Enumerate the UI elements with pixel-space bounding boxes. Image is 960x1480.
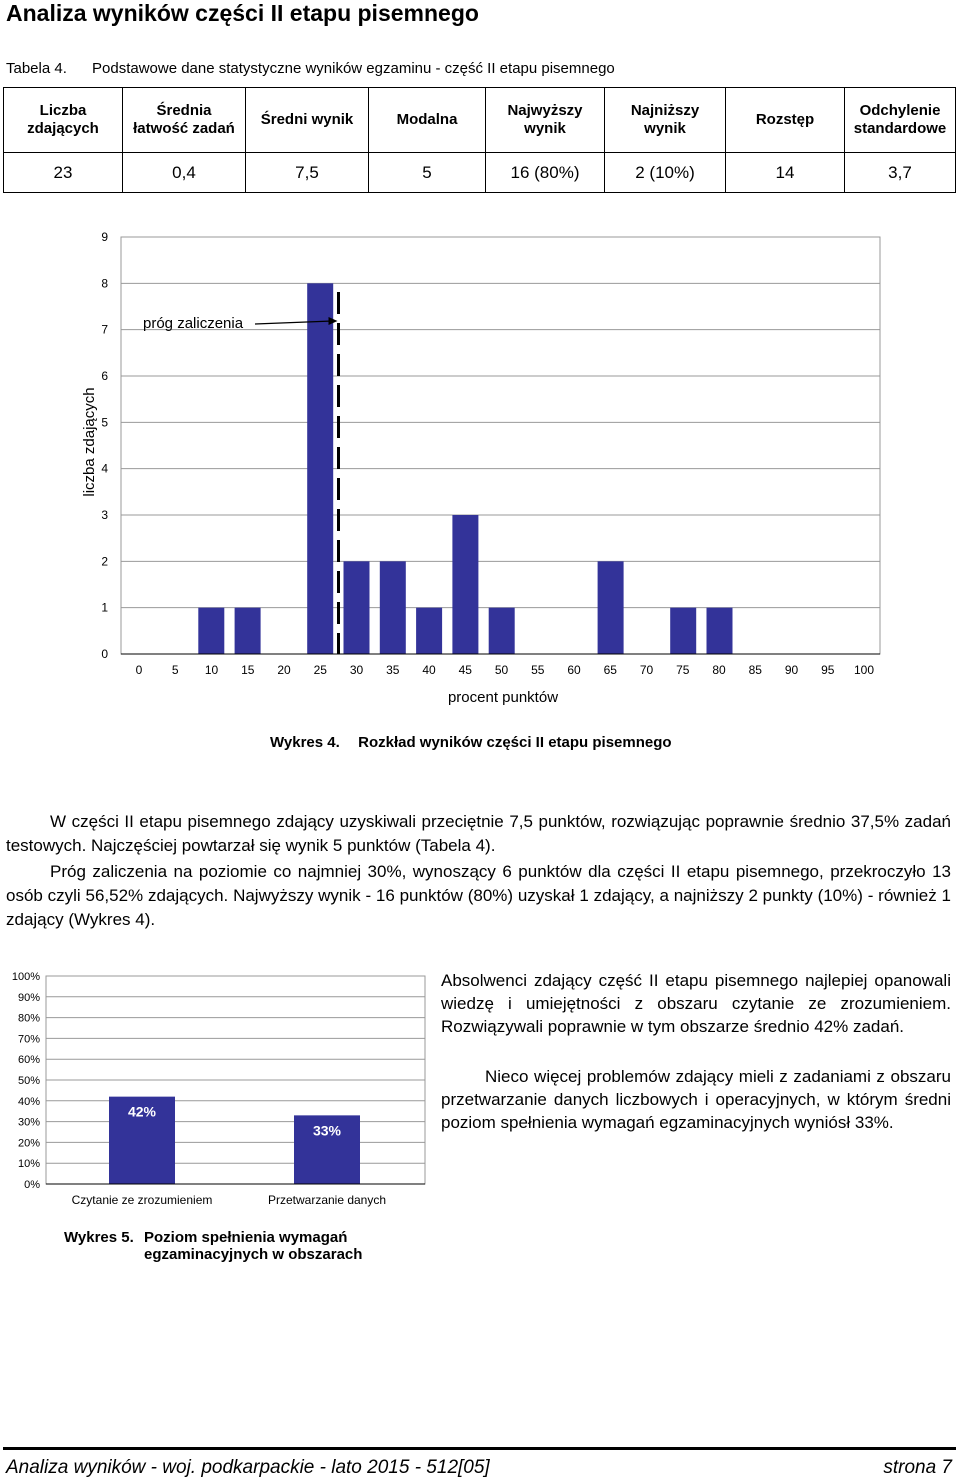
y-tick-label: 3 <box>101 508 108 522</box>
y-tick-label: 90% <box>17 991 40 1004</box>
side-paragraph: Nieco więcej problemów zdający mieli z zadaniami z obszaru przetwarzanie danych liczbowych i operacyjnych, w którym średni poziom spełnienia wymagań egzaminacyjnych wyniósł 33%. <box>441 1067 951 1132</box>
side-paragraph: Absolwenci zdający część II etapu pisemnego najlepiej opanowali wiedzę i umiejętności z obszaru czytanie ze zrozumieniem. Rozwiązywali poprawnie w tym obszarze średnio 42% zadań. <box>441 971 951 1036</box>
x-tick-label: Przetwarzanie danych <box>267 1193 387 1207</box>
y-tick-label: 30% <box>17 1116 40 1129</box>
table-header-cell: Średni wynik <box>246 88 369 153</box>
paragraph: Próg zaliczenia na poziomie co najmniej 30%, wynoszący 6 punktów dla części II etapu pisemnego, przekroczyło 13 osób czyli 56,52% zdających. Najwyższy wynik - 16 punktów (80%) uzyskał 1 zdający, a najniższy 2 punkty (10%) - również 1 zdający (Wykres 4). <box>6 862 951 929</box>
y-tick-label: 9 <box>101 230 108 244</box>
x-tick-label: 55 <box>531 663 545 677</box>
y-tick-label: 0% <box>24 1179 40 1191</box>
table-cell: 5 <box>369 153 486 193</box>
area-bar-chart <box>0 960 430 1210</box>
bar <box>707 608 733 654</box>
x-tick-label: 85 <box>748 663 762 677</box>
y-tick-label: 50% <box>17 1075 40 1087</box>
bar <box>235 608 261 654</box>
y-tick-label: 7 <box>101 322 108 337</box>
table-cell: 7,5 <box>246 153 369 193</box>
x-tick-label: 75 <box>676 663 690 677</box>
y-tick-label: 4 <box>101 461 108 476</box>
x-tick-label: 15 <box>241 663 255 677</box>
data-label: 42% <box>127 1103 157 1120</box>
x-tick-label: 35 <box>386 663 400 677</box>
statistics-table <box>3 87 956 193</box>
table-header-cell: Najwyższy wynik <box>486 88 605 153</box>
bar <box>307 283 333 654</box>
y-axis-title: liczba zdających <box>81 387 98 497</box>
table-cell: 0,4 <box>123 153 246 193</box>
x-tick-label: 80 <box>712 663 726 677</box>
chart-caption-text: Rozkład wyników części II etapu pisemnego <box>358 734 672 751</box>
x-tick-label: 100 <box>853 663 875 677</box>
x-tick-label: 50 <box>494 663 509 677</box>
x-tick-label: 20 <box>277 663 291 677</box>
table-caption: Podstawowe dane statystyczne wyników egzaminu - część II etapu pisemnego <box>92 60 615 77</box>
x-tick-label: 25 <box>313 663 327 677</box>
x-tick-label: 0 <box>135 663 143 677</box>
y-tick-label: 100% <box>11 971 40 983</box>
x-tick-label: 65 <box>603 663 617 677</box>
y-tick-label: 40% <box>17 1095 40 1108</box>
bar <box>344 561 370 654</box>
table-cell: 2 (10%) <box>605 153 726 193</box>
y-tick-label: 20% <box>17 1137 40 1150</box>
threshold-label: próg zaliczenia <box>143 315 244 332</box>
bar <box>380 561 406 654</box>
chart-caption-number: Wykres 4. <box>270 734 340 751</box>
y-tick-label: 6 <box>101 369 108 383</box>
table-cell: 3,7 <box>845 153 956 193</box>
bar <box>452 515 478 654</box>
y-tick-label: 1 <box>101 600 108 615</box>
page-title: Analiza wyników części II etapu pisemnego <box>6 0 479 26</box>
y-tick-label: 2 <box>101 554 108 569</box>
table-caption-number: Tabela 4. <box>6 60 67 77</box>
bar <box>598 561 624 654</box>
bar <box>416 608 442 654</box>
y-tick-label: 70% <box>17 1033 40 1046</box>
paragraph: W części II etapu pisemnego zdający uzyskiwali przeciętnie 7,5 punktów, rozwiązując poprawnie średnio 37,5% zadań testowych. Najczęściej powtarzał się wynik 5 punktów (Tabela 4). <box>6 812 951 855</box>
footer-text: Analiza wyników - woj. podkarpackie - lato 2015 - 512[05] <box>6 1457 490 1478</box>
chart-caption-number: Wykres 5. <box>64 1229 134 1246</box>
y-tick-label: 8 <box>101 276 108 291</box>
table-header-cell: Odchylenie standardowe <box>845 88 956 153</box>
table-cell: 23 <box>4 153 123 193</box>
table-header-row <box>4 88 956 153</box>
chart-caption-text: Poziom spełnienia wymagań egzaminacyjnych w obszarach <box>144 1229 363 1263</box>
table-header-cell: Liczba zdających <box>4 88 123 153</box>
x-tick-label: 45 <box>458 663 472 677</box>
x-tick-label: 95 <box>821 663 835 677</box>
table-header-cell: Modalna <box>369 88 486 153</box>
page-number: strona 7 <box>883 1457 952 1478</box>
y-tick-label: 60% <box>17 1054 40 1067</box>
data-label: 33% <box>312 1122 342 1139</box>
table-header-cell: Rozstęp <box>726 88 845 153</box>
table-header-cell: Średnia łatwość zadań <box>123 88 246 153</box>
bar <box>670 608 696 654</box>
y-tick-label: 5 <box>101 415 108 430</box>
table-header-cell: Najniższy wynik <box>605 88 726 153</box>
footer-divider <box>3 1447 956 1450</box>
x-tick-label: 5 <box>171 663 179 677</box>
x-tick-label: 30 <box>349 663 364 677</box>
x-axis-title: procent punktów <box>447 689 559 706</box>
y-tick-label: 10% <box>17 1158 40 1171</box>
x-tick-label: 10 <box>204 663 219 677</box>
bar <box>489 608 515 654</box>
table-row <box>4 153 956 193</box>
x-tick-label: 70 <box>639 663 654 677</box>
x-tick-label: 40 <box>422 663 436 677</box>
chart-caption <box>270 734 672 751</box>
x-tick-label: Czytanie ze zrozumieniem <box>71 1193 213 1207</box>
y-tick-label: 80% <box>17 1012 40 1025</box>
x-tick-label: 60 <box>567 663 581 677</box>
plot-area <box>121 237 880 654</box>
table-cell: 16 (80%) <box>486 153 605 193</box>
bar <box>198 608 224 654</box>
table-cell: 14 <box>726 153 845 193</box>
histogram-chart <box>0 220 960 750</box>
x-tick-label: 90 <box>784 663 799 677</box>
y-tick-label: 0 <box>101 647 108 661</box>
